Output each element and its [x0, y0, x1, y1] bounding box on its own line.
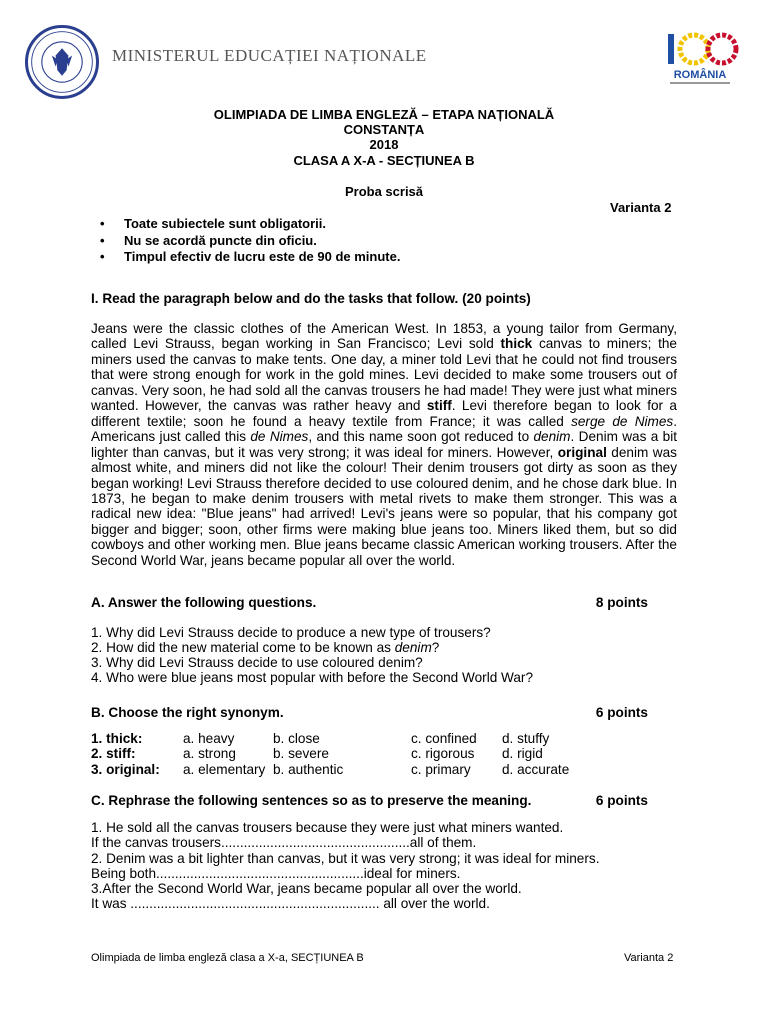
- paragraph-text: . Denim was a bit lighter than canvas, but it was very strong; it was ideal for miners. However,: [91, 429, 677, 460]
- synonym-word: 1. thick:: [91, 731, 143, 746]
- section-a-heading: A. Answer the following questions.: [91, 595, 317, 610]
- rephrase-line: 1. He sold all the canvas trousers because they were just what miners wanted.: [91, 820, 564, 835]
- paragraph-text: Jeans were the classic clothes of the American West. In 1853, a young tailor from Germany, called Levi Strauss, began working in San Francisco; Levi sold: [91, 321, 677, 352]
- question-item: 2. How did the new material come to be known as denim?: [91, 640, 440, 655]
- section-1-heading: I. Read the paragraph below and do the tasks that follow. (20 points): [91, 291, 531, 306]
- romania-100-logo: [660, 26, 740, 96]
- rephrase-line: Being both.......................................................ideal for miners.: [91, 866, 461, 881]
- synonym-word: 3. original:: [91, 762, 160, 777]
- synonym-option: b. severe: [273, 746, 329, 761]
- footer-left: Olimpiada de limba engleză clasa a X-a, SECȚIUNEA B: [91, 952, 364, 964]
- synonym-option: a. strong: [183, 746, 236, 761]
- question-item: 3. Why did Levi Strauss decide to use coloured denim?: [91, 655, 423, 670]
- rephrase-line: If the canvas trousers..................................................all of them.: [91, 835, 477, 850]
- paragraph-text: , and this name soon got reduced to: [308, 429, 534, 445]
- rephrase-line: 2. Denim was a bit lighter than canvas, but it was very strong; it was ideal for miners.: [91, 851, 600, 866]
- section-b-points: 6 points: [595, 705, 648, 720]
- section-a-points: 8 points: [595, 595, 648, 610]
- footer-right: Varianta 2: [624, 952, 674, 964]
- vocab-word: stiff: [426, 398, 452, 414]
- paragraph-text: denim was almost white, and miners did not like the colour! Their denim trousers got dirty as soon as they began working! Levi Strauss therefore decided to use coloured denim, and he chose dark blue. In 1873, he began to make denim trousers with metal rivets to make them stronger. This was a radical new idea: "Blue jeans" had arrived! Levi's jeans were so popular, that his company got bigger and bigger; soon, other firms were making blue jeans too. Miners liked them, but so did cowboys and other working men. Blue jeans became classic American working trousers. After the Second World War, jeans became popular all over the world.: [91, 444, 677, 568]
- synonym-option: d. rigid: [502, 746, 543, 761]
- synonym-word: 2. stiff:: [91, 746, 136, 761]
- synonym-option: a. heavy: [183, 731, 235, 746]
- synonym-option: c. confined: [411, 731, 477, 746]
- paragraph-text: . Americans just called this: [91, 413, 677, 445]
- ministry-name: MINISTERUL EDUCAȚIEI NAȚIONALE: [112, 46, 427, 65]
- exam-type: Proba scrisă: [344, 184, 424, 199]
- italic-term: serge de Nimes: [571, 413, 674, 429]
- section-b-heading: B. Choose the right synonym.: [91, 705, 284, 720]
- italic-term: de Nimes: [250, 429, 309, 445]
- title-line-3: 2018: [369, 137, 399, 152]
- paragraph-text: . Levi therefore began to look for a different textile; soon he found a heavy textile from France; it was called: [91, 398, 677, 429]
- rephrase-line: 3.After the Second World War, jeans became popular all over the world.: [91, 881, 522, 896]
- title-line-1: OLIMPIADA DE LIMBA ENGLEZĂ – ETAPA NAȚIONALĂ: [213, 107, 555, 122]
- synonym-option: c. rigorous: [411, 746, 475, 761]
- paragraph-text: canvas to miners; the miners used the canvas to make tents. One day, a miner told Levi that he could not find trousers that were strong enough for work in the gold mines. Levi decided to make some trousers out of canvas. Very soon, he had sold all the canvas trousers he had made! They were just what miners wanted. However, the canvas was rather heavy and: [91, 336, 677, 414]
- rephrase-line: It was .................................................................. all over the world.: [91, 896, 490, 911]
- variant-label: Varianta 2: [610, 200, 672, 215]
- vocab-word: thick: [500, 336, 533, 352]
- title-line-2: CONSTANȚA: [343, 122, 425, 137]
- synonym-option: d. stuffy: [502, 731, 550, 746]
- government-seal: [25, 25, 99, 99]
- reading-paragraph: [91, 321, 677, 568]
- synonym-option: a. elementary: [183, 762, 266, 777]
- synonym-option: b. close: [273, 731, 320, 746]
- synonym-option: d. accurate: [502, 762, 570, 777]
- vocab-word: original: [557, 444, 607, 460]
- logo-country-text: ROMÂNIA: [673, 69, 727, 81]
- question-item: 1. Why did Levi Strauss decide to produce a new type of trousers?: [91, 625, 491, 640]
- synonym-option: b. authentic: [273, 762, 344, 777]
- section-c-heading: C. Rephrase the following sentences so as to preserve the meaning.: [91, 793, 532, 808]
- section-c-points: 6 points: [595, 793, 648, 808]
- italic-term: denim: [533, 429, 571, 445]
- synonym-option: c. primary: [411, 762, 471, 777]
- question-item: 4. Who were blue jeans most popular with before the Second World War?: [91, 670, 534, 685]
- title-line-4: CLASA A X-A - SECȚIUNEA B: [293, 153, 475, 168]
